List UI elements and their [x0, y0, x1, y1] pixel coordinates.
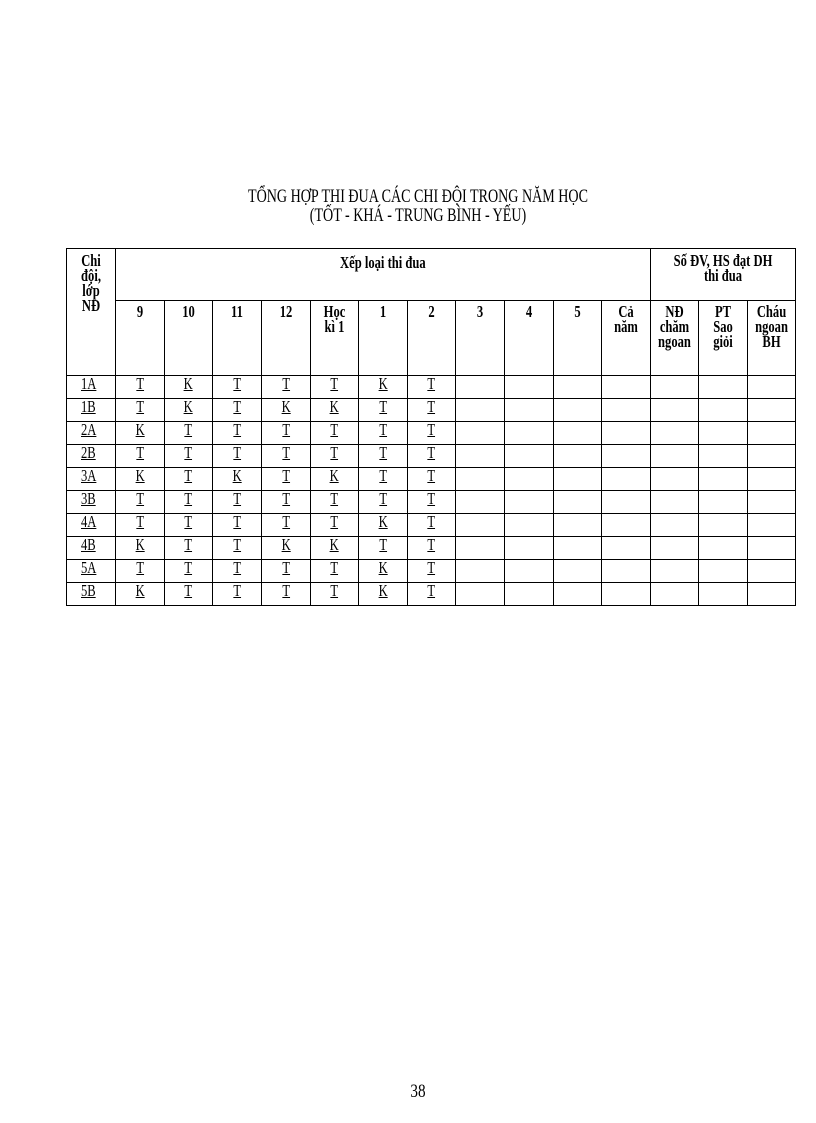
rank-cell — [554, 514, 602, 537]
rank-cell — [699, 399, 748, 422]
rank-cell — [748, 514, 796, 537]
rank-cell — [651, 583, 699, 606]
column-header-line: 3 — [476, 302, 484, 321]
rank-cell — [699, 560, 748, 583]
rank-value: K — [378, 513, 388, 531]
rank-value: T — [282, 467, 290, 485]
rank-value: T — [233, 398, 241, 416]
rank-cell — [699, 468, 748, 491]
rank-cell — [602, 514, 651, 537]
rank-value: T — [379, 490, 387, 508]
column-header-line: 9 — [136, 302, 144, 321]
rank-value: T — [184, 582, 193, 600]
rank-cell — [554, 422, 602, 445]
rank-value: T — [233, 375, 241, 393]
rank-cell — [213, 422, 262, 445]
column-header — [651, 301, 699, 376]
table-row — [67, 376, 796, 399]
rank-value: K — [378, 559, 388, 577]
rank-cell — [213, 399, 262, 422]
rank-value: K — [135, 421, 145, 439]
rank-cell — [359, 491, 408, 514]
column-header-line: Sao — [713, 317, 733, 336]
rank-cell — [213, 583, 262, 606]
rank-value: T — [184, 536, 193, 554]
rank-cell — [213, 491, 262, 514]
unit-label: 1A — [80, 375, 96, 393]
column-header-line: ngoan — [755, 317, 788, 336]
rank-cell — [311, 491, 359, 514]
unit-cell — [67, 468, 116, 491]
rank-cell — [311, 514, 359, 537]
rank-value: K — [378, 375, 388, 393]
column-header-line: 10 — [182, 302, 195, 321]
rank-cell — [699, 491, 748, 514]
unit-header-line: lớp — [82, 281, 100, 300]
rank-value: T — [233, 582, 241, 600]
rank-value: T — [136, 490, 144, 508]
rank-cell — [311, 376, 359, 399]
rank-value: T — [282, 375, 290, 393]
rank-cell — [408, 583, 456, 606]
rank-cell — [359, 514, 408, 537]
rank-cell — [505, 560, 554, 583]
rank-cell — [505, 399, 554, 422]
unit-cell — [67, 491, 116, 514]
rank-cell — [213, 445, 262, 468]
unit-label: 2B — [81, 444, 96, 462]
rank-value: T — [282, 444, 290, 462]
rank-cell — [262, 468, 311, 491]
rank-cell — [651, 376, 699, 399]
title-block — [0, 187, 816, 225]
unit-label: 4B — [81, 536, 96, 554]
count-group-label: Số ĐV, HS đạt DH — [673, 251, 773, 270]
rank-value: T — [379, 467, 387, 485]
column-header — [554, 301, 602, 376]
rank-cell — [359, 468, 408, 491]
rank-cell — [456, 399, 505, 422]
column-header — [456, 301, 505, 376]
rank-value: K — [281, 398, 291, 416]
unit-cell — [67, 399, 116, 422]
rank-value: T — [184, 444, 193, 462]
rank-cell — [651, 537, 699, 560]
rank-cell — [165, 468, 213, 491]
rank-cell — [408, 537, 456, 560]
rank-value: T — [184, 490, 193, 508]
rank-value: T — [330, 421, 339, 439]
rank-value: T — [427, 513, 436, 531]
rank-cell — [116, 537, 165, 560]
rank-value: T — [136, 513, 144, 531]
rank-cell — [699, 376, 748, 399]
rank-cell — [116, 376, 165, 399]
rank-cell — [262, 537, 311, 560]
rank-value: T — [233, 444, 241, 462]
rank-cell — [165, 537, 213, 560]
rank-cell — [408, 422, 456, 445]
rank-cell — [262, 422, 311, 445]
rank-cell — [359, 445, 408, 468]
rank-cell — [165, 399, 213, 422]
table-body — [67, 249, 796, 606]
rank-value: T — [330, 559, 339, 577]
rank-cell — [408, 514, 456, 537]
rank-cell — [311, 399, 359, 422]
rank-cell — [505, 514, 554, 537]
rank-cell — [699, 445, 748, 468]
rank-value: K — [183, 375, 194, 393]
column-header-line: 4 — [525, 302, 533, 321]
rank-value: T — [233, 536, 241, 554]
document-subtitle: (TỐT - KHÁ - TRUNG BÌNH - YẾU) — [309, 205, 527, 226]
rank-cell — [651, 445, 699, 468]
column-header — [116, 301, 165, 376]
column-header — [505, 301, 554, 376]
rank-cell — [262, 399, 311, 422]
rank-cell — [505, 583, 554, 606]
rank-value: T — [282, 582, 290, 600]
rank-value: T — [379, 398, 387, 416]
unit-cell — [67, 445, 116, 468]
rank-value: K — [232, 467, 242, 485]
rank-value: T — [282, 490, 290, 508]
emulation-summary-table — [66, 248, 796, 606]
rank-cell — [748, 399, 796, 422]
rank-cell — [554, 537, 602, 560]
unit-column-header — [67, 249, 116, 376]
unit-cell — [67, 376, 116, 399]
rank-cell — [554, 376, 602, 399]
rank-cell — [408, 445, 456, 468]
rank-value: T — [330, 582, 339, 600]
column-header-line: Học — [323, 302, 346, 321]
rank-value: T — [379, 444, 387, 462]
rank-cell — [456, 491, 505, 514]
rank-cell — [748, 491, 796, 514]
rank-value: T — [233, 490, 241, 508]
rank-cell — [213, 468, 262, 491]
table-row — [67, 537, 796, 560]
rank-value: T — [282, 421, 290, 439]
rank-value: K — [135, 467, 145, 485]
rank-value: T — [427, 559, 436, 577]
unit-cell — [67, 514, 116, 537]
rank-value: T — [427, 421, 436, 439]
rank-cell — [262, 445, 311, 468]
rank-cell — [748, 422, 796, 445]
column-header — [311, 301, 359, 376]
rank-cell — [213, 537, 262, 560]
rank-cell — [554, 468, 602, 491]
rank-cell — [165, 445, 213, 468]
unit-cell — [67, 583, 116, 606]
count-group-label: thi đua — [703, 266, 743, 285]
rank-cell — [699, 583, 748, 606]
rank-value: T — [427, 536, 436, 554]
rank-value: K — [329, 467, 340, 485]
column-header — [359, 301, 408, 376]
rank-cell — [456, 514, 505, 537]
rank-cell — [165, 376, 213, 399]
rank-value: K — [183, 398, 194, 416]
rank-cell — [116, 583, 165, 606]
rank-value: T — [184, 559, 193, 577]
rank-cell — [505, 468, 554, 491]
rank-cell — [408, 491, 456, 514]
rank-cell — [165, 422, 213, 445]
rank-cell — [262, 583, 311, 606]
table-row — [67, 491, 796, 514]
unit-header-line: NĐ — [81, 296, 101, 315]
rank-value: T — [427, 398, 436, 416]
rank-value: T — [427, 444, 436, 462]
rank-cell — [554, 491, 602, 514]
column-header-line: 11 — [231, 302, 243, 321]
unit-label: 5B — [81, 582, 96, 600]
rank-cell — [408, 376, 456, 399]
header-row-columns — [67, 301, 796, 376]
column-header — [262, 301, 311, 376]
rank-value: T — [233, 559, 241, 577]
rank-value: T — [330, 513, 339, 531]
rank-cell — [505, 422, 554, 445]
rank-cell — [602, 560, 651, 583]
column-header-line: 2 — [428, 302, 435, 321]
column-header-line: 1 — [379, 302, 387, 321]
header-row-groups — [67, 249, 796, 301]
unit-header-line: đội, — [81, 266, 101, 285]
rank-cell — [651, 560, 699, 583]
rank-cell — [505, 376, 554, 399]
rank-cell — [262, 560, 311, 583]
rank-cell — [165, 560, 213, 583]
unit-header-line: Chi — [81, 251, 101, 270]
column-header — [699, 301, 748, 376]
rank-value: K — [135, 582, 145, 600]
column-header-line: BH — [762, 332, 781, 351]
unit-cell — [67, 422, 116, 445]
rank-cell — [456, 583, 505, 606]
column-header-line: 5 — [574, 302, 581, 321]
rank-cell — [213, 560, 262, 583]
table-row — [67, 422, 796, 445]
column-header-line: Cháu — [756, 302, 787, 321]
rank-value: T — [282, 513, 290, 531]
table-row — [67, 583, 796, 606]
rank-cell — [456, 376, 505, 399]
rank-cell — [554, 399, 602, 422]
rank-cell — [748, 445, 796, 468]
rank-cell — [602, 491, 651, 514]
rank-value: T — [427, 467, 436, 485]
rank-value: T — [379, 421, 387, 439]
column-header — [748, 301, 796, 376]
column-header — [165, 301, 213, 376]
rank-value: T — [330, 444, 339, 462]
rank-cell — [456, 468, 505, 491]
rank-value: T — [233, 421, 241, 439]
rank-cell — [505, 445, 554, 468]
rank-value: T — [136, 375, 144, 393]
rank-cell — [311, 468, 359, 491]
rank-cell — [748, 376, 796, 399]
rank-value: T — [184, 467, 193, 485]
rank-cell — [748, 583, 796, 606]
unit-cell — [67, 560, 116, 583]
rank-value: K — [329, 398, 340, 416]
rank-cell — [554, 583, 602, 606]
column-header-line: Cả — [618, 302, 634, 321]
page-number: 38 — [410, 1081, 426, 1102]
table-row — [67, 399, 796, 422]
rank-cell — [116, 560, 165, 583]
rank-cell — [262, 491, 311, 514]
document-title: TỔNG HỢP THI ĐUA CÁC CHI ĐỘI TRONG NĂM HỌC — [248, 186, 588, 207]
column-header-line: năm — [614, 317, 638, 336]
rank-cell — [262, 376, 311, 399]
table-row — [67, 514, 796, 537]
column-header-line: giỏi — [713, 332, 733, 351]
rank-cell — [699, 422, 748, 445]
rank-cell — [359, 537, 408, 560]
rank-cell — [699, 514, 748, 537]
rank-cell — [408, 468, 456, 491]
rank-cell — [311, 537, 359, 560]
rank-cell — [359, 560, 408, 583]
column-header — [213, 301, 262, 376]
table-row — [67, 445, 796, 468]
column-header — [408, 301, 456, 376]
rank-cell — [165, 514, 213, 537]
rank-cell — [311, 445, 359, 468]
rank-cell — [456, 422, 505, 445]
column-header — [602, 301, 651, 376]
rank-value: T — [136, 559, 144, 577]
rank-cell — [165, 491, 213, 514]
column-header-line: ngoan — [658, 332, 691, 351]
rank-value: T — [427, 490, 436, 508]
rank-cell — [602, 399, 651, 422]
rank-cell — [456, 445, 505, 468]
rank-cell — [116, 399, 165, 422]
unit-cell — [67, 537, 116, 560]
rank-cell — [651, 399, 699, 422]
rank-cell — [262, 514, 311, 537]
unit-label: 1B — [81, 398, 96, 416]
table-row — [67, 560, 796, 583]
rank-cell — [602, 376, 651, 399]
table-row — [67, 468, 796, 491]
rank-value: T — [427, 582, 436, 600]
rank-cell — [505, 491, 554, 514]
rank-cell — [116, 491, 165, 514]
rank-cell — [602, 537, 651, 560]
count-group-header — [651, 249, 796, 301]
rank-cell — [359, 422, 408, 445]
rank-cell — [359, 583, 408, 606]
column-header-line: chăm — [659, 317, 690, 336]
rank-cell — [456, 537, 505, 560]
unit-label: 4A — [80, 513, 96, 531]
rank-cell — [748, 560, 796, 583]
rank-cell — [651, 422, 699, 445]
rank-value: K — [329, 536, 340, 554]
rank-cell — [213, 376, 262, 399]
column-header-line: NĐ — [665, 302, 684, 321]
rank-cell — [602, 468, 651, 491]
rank-cell — [116, 445, 165, 468]
unit-label: 5A — [80, 559, 96, 577]
unit-label: 3B — [81, 490, 96, 508]
rank-value: T — [282, 559, 290, 577]
rank-cell — [311, 422, 359, 445]
rank-cell — [651, 514, 699, 537]
column-header-line: PT — [714, 302, 732, 321]
rank-value: K — [135, 536, 145, 554]
rank-cell — [213, 514, 262, 537]
rank-cell — [408, 560, 456, 583]
rank-cell — [651, 468, 699, 491]
unit-label: 2A — [80, 421, 96, 439]
rank-value: T — [136, 444, 144, 462]
rank-value: T — [136, 398, 144, 416]
unit-label: 3A — [80, 467, 96, 485]
rank-cell — [311, 560, 359, 583]
rank-cell — [699, 537, 748, 560]
rank-cell — [554, 445, 602, 468]
column-header-line: 12 — [279, 302, 293, 321]
column-header-line: kì 1 — [324, 317, 345, 336]
rank-cell — [602, 422, 651, 445]
rank-value: T — [379, 536, 387, 554]
rank-cell — [602, 583, 651, 606]
rank-group-header — [116, 249, 651, 301]
rank-value: K — [378, 582, 388, 600]
rank-cell — [456, 560, 505, 583]
rank-cell — [748, 537, 796, 560]
rank-cell — [408, 399, 456, 422]
rank-value: K — [281, 536, 291, 554]
rank-cell — [165, 583, 213, 606]
rank-value: T — [330, 490, 339, 508]
rank-cell — [116, 514, 165, 537]
rank-cell — [505, 537, 554, 560]
rank-cell — [651, 491, 699, 514]
rank-group-label: Xếp loại thi đua — [340, 253, 426, 272]
rank-cell — [748, 468, 796, 491]
rank-cell — [116, 422, 165, 445]
rank-cell — [359, 376, 408, 399]
rank-value: T — [184, 513, 193, 531]
rank-cell — [311, 583, 359, 606]
rank-value: T — [233, 513, 241, 531]
rank-value: T — [427, 375, 436, 393]
rank-value: T — [330, 375, 339, 393]
rank-cell — [116, 468, 165, 491]
rank-cell — [359, 399, 408, 422]
rank-cell — [554, 560, 602, 583]
rank-cell — [602, 445, 651, 468]
rank-value: T — [184, 421, 193, 439]
